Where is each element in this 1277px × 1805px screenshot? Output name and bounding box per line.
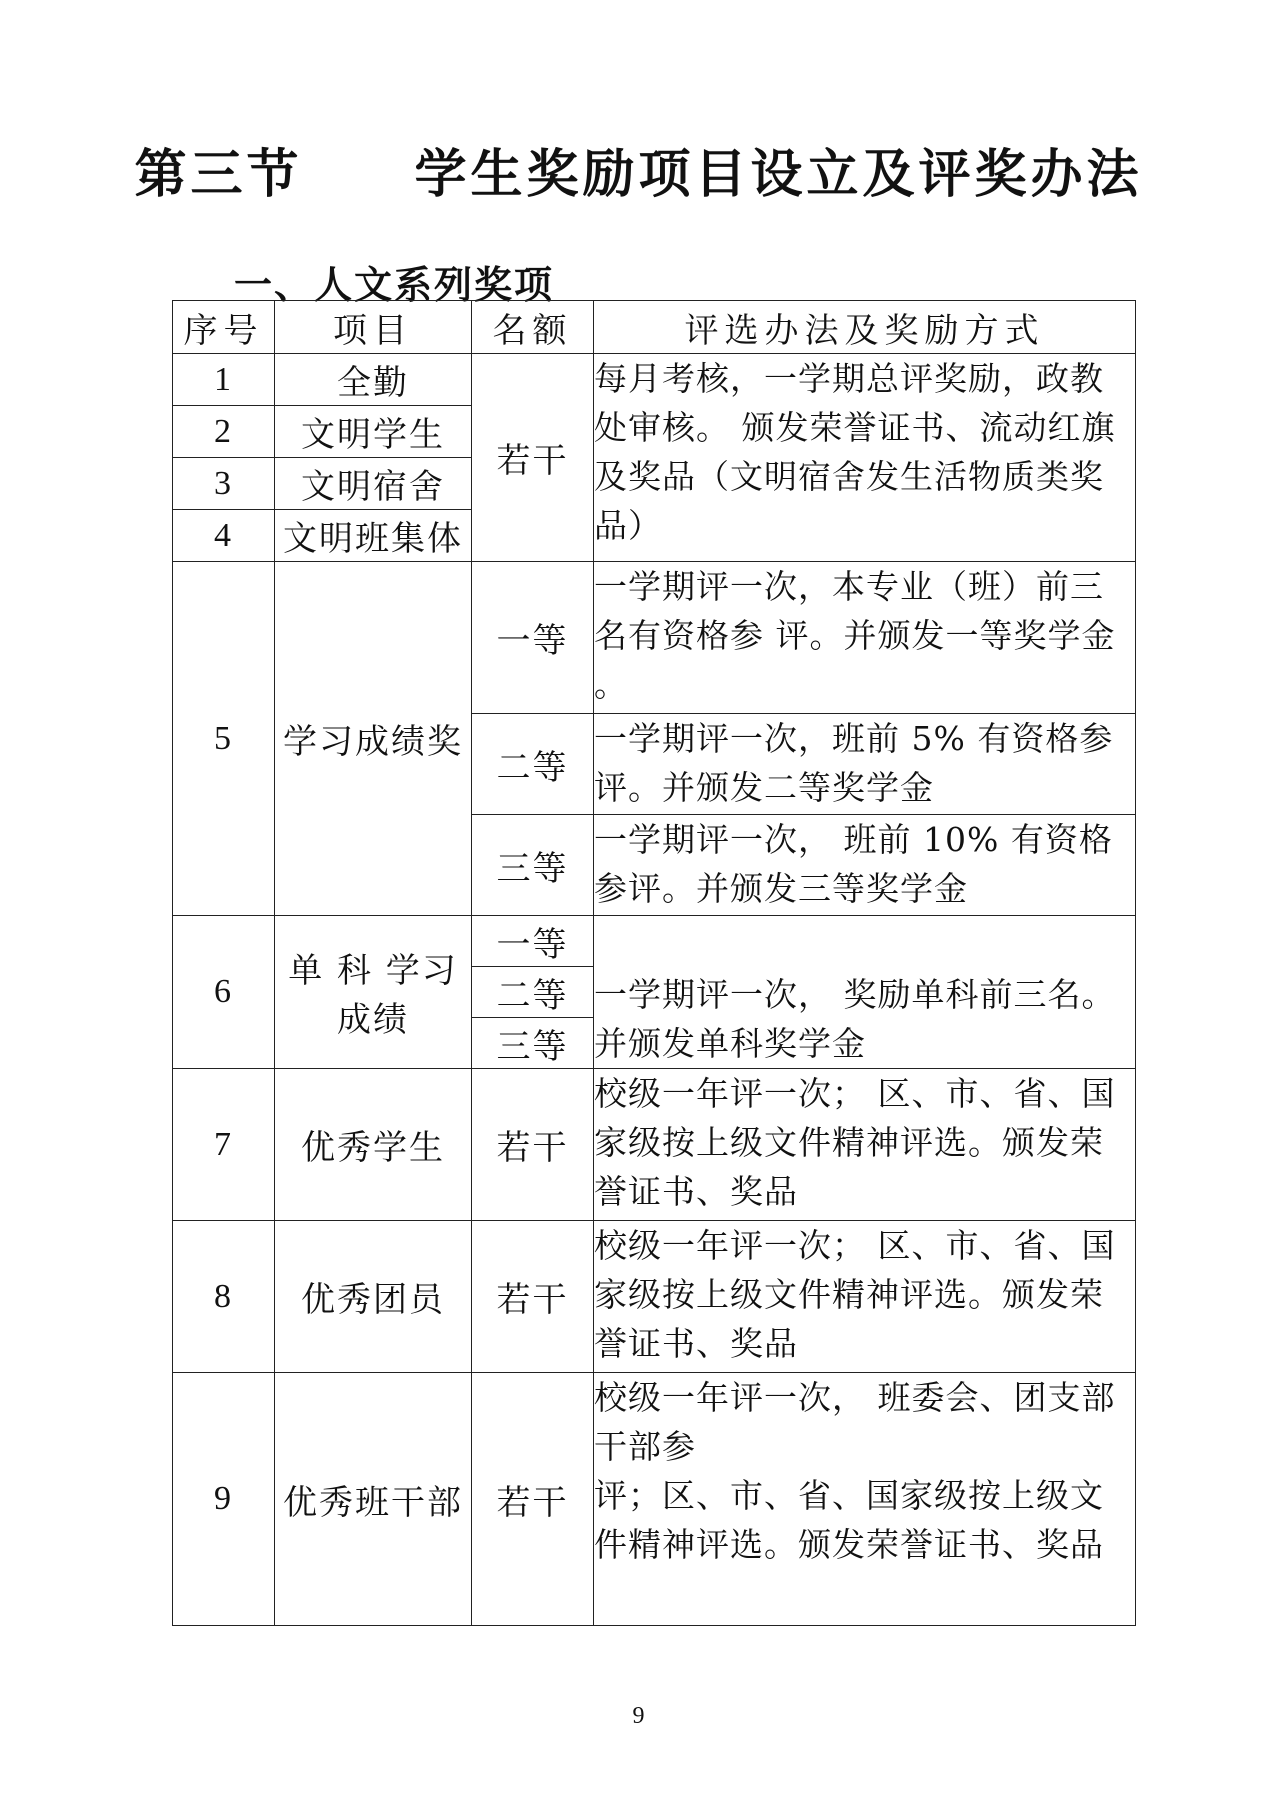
row-number: 2 <box>173 406 275 458</box>
page-title: 第三节 学生奖励项目设立及评奖办法 <box>134 145 1143 205</box>
award-quota: 若干 <box>472 354 594 562</box>
award-item: 优秀团员 <box>275 1221 472 1373</box>
award-method: 一学期评一次，班前 5% 有资格参评。并颁发二等奖学金 <box>594 714 1136 815</box>
table-header-row <box>173 301 1136 354</box>
row-number: 1 <box>173 354 275 406</box>
row-number: 6 <box>173 916 275 1069</box>
award-level: 一等 <box>472 916 594 967</box>
award-method: 校级一年评一次； 区、市、省、国家级按上级文件精神评选。颁发荣誉证书、奖品 <box>594 1221 1136 1373</box>
award-method-line: 评；区、市、省、国家级按上级文件精神评选。颁发荣誉证书、奖品 <box>594 1476 1104 1564</box>
header-item: 项目 <box>275 301 472 354</box>
award-item: 文明学生 <box>275 406 472 458</box>
award-quota: 若干 <box>472 1069 594 1221</box>
row-number: 4 <box>173 510 275 562</box>
table-row <box>173 1373 1136 1626</box>
award-item-line: 成绩 <box>337 1000 409 1040</box>
award-method: 每月考核，一学期总评奖励，政教处审核。 颁发荣誉证书、流动红旗及奖品（文明宿舍发生活物质类奖品） <box>594 354 1136 562</box>
award-method <box>594 1373 1136 1626</box>
award-item-line: 单 科 学习 <box>288 951 458 991</box>
table-row <box>173 354 1136 406</box>
award-item: 优秀班干部 <box>275 1373 472 1626</box>
award-level: 三等 <box>472 1018 594 1069</box>
row-number: 7 <box>173 1069 275 1221</box>
header-no: 序号 <box>173 301 275 354</box>
award-method: 一学期评一次， 班前 10% 有资格参评。并颁发三等奖学金 <box>594 815 1136 916</box>
award-quota: 若干 <box>472 1221 594 1373</box>
header-quota: 名额 <box>472 301 594 354</box>
header-method: 评选办法及奖励方式 <box>594 301 1136 354</box>
section-title: 一、人文系列奖项 <box>234 263 555 307</box>
award-level: 二等 <box>472 714 594 815</box>
awards-table <box>172 300 1136 1626</box>
award-method: 一学期评一次，本专业（班）前三名有资格参 评。并颁发一等奖学金 。 <box>594 562 1136 714</box>
table-row <box>173 1221 1136 1373</box>
award-method: 校级一年评一次； 区、市、省、国家级按上级文件精神评选。颁发荣誉证书、奖品 <box>594 1069 1136 1221</box>
award-item: 文明班集体 <box>275 510 472 562</box>
table-row <box>173 916 1136 967</box>
row-number: 5 <box>173 562 275 916</box>
award-item: 文明宿舍 <box>275 458 472 510</box>
award-quota: 若干 <box>472 1373 594 1626</box>
award-level: 二等 <box>472 967 594 1018</box>
award-item: 优秀学生 <box>275 1069 472 1221</box>
table-row <box>173 1069 1136 1221</box>
row-number: 9 <box>173 1373 275 1626</box>
page-number: 9 <box>632 1703 645 1729</box>
award-method-line: 校级一年评一次， 班委会、团支部干部参 <box>594 1378 1116 1466</box>
award-item: 学习成绩奖 <box>275 562 472 916</box>
award-level: 三等 <box>472 815 594 916</box>
row-number: 8 <box>173 1221 275 1373</box>
award-level: 一等 <box>472 562 594 714</box>
award-item: 全勤 <box>275 354 472 406</box>
table-row <box>173 562 1136 714</box>
award-item <box>275 916 472 1069</box>
row-number: 3 <box>173 458 275 510</box>
award-method: 一学期评一次， 奖励单科前三名。并颁发单科奖学金 <box>594 916 1136 1069</box>
